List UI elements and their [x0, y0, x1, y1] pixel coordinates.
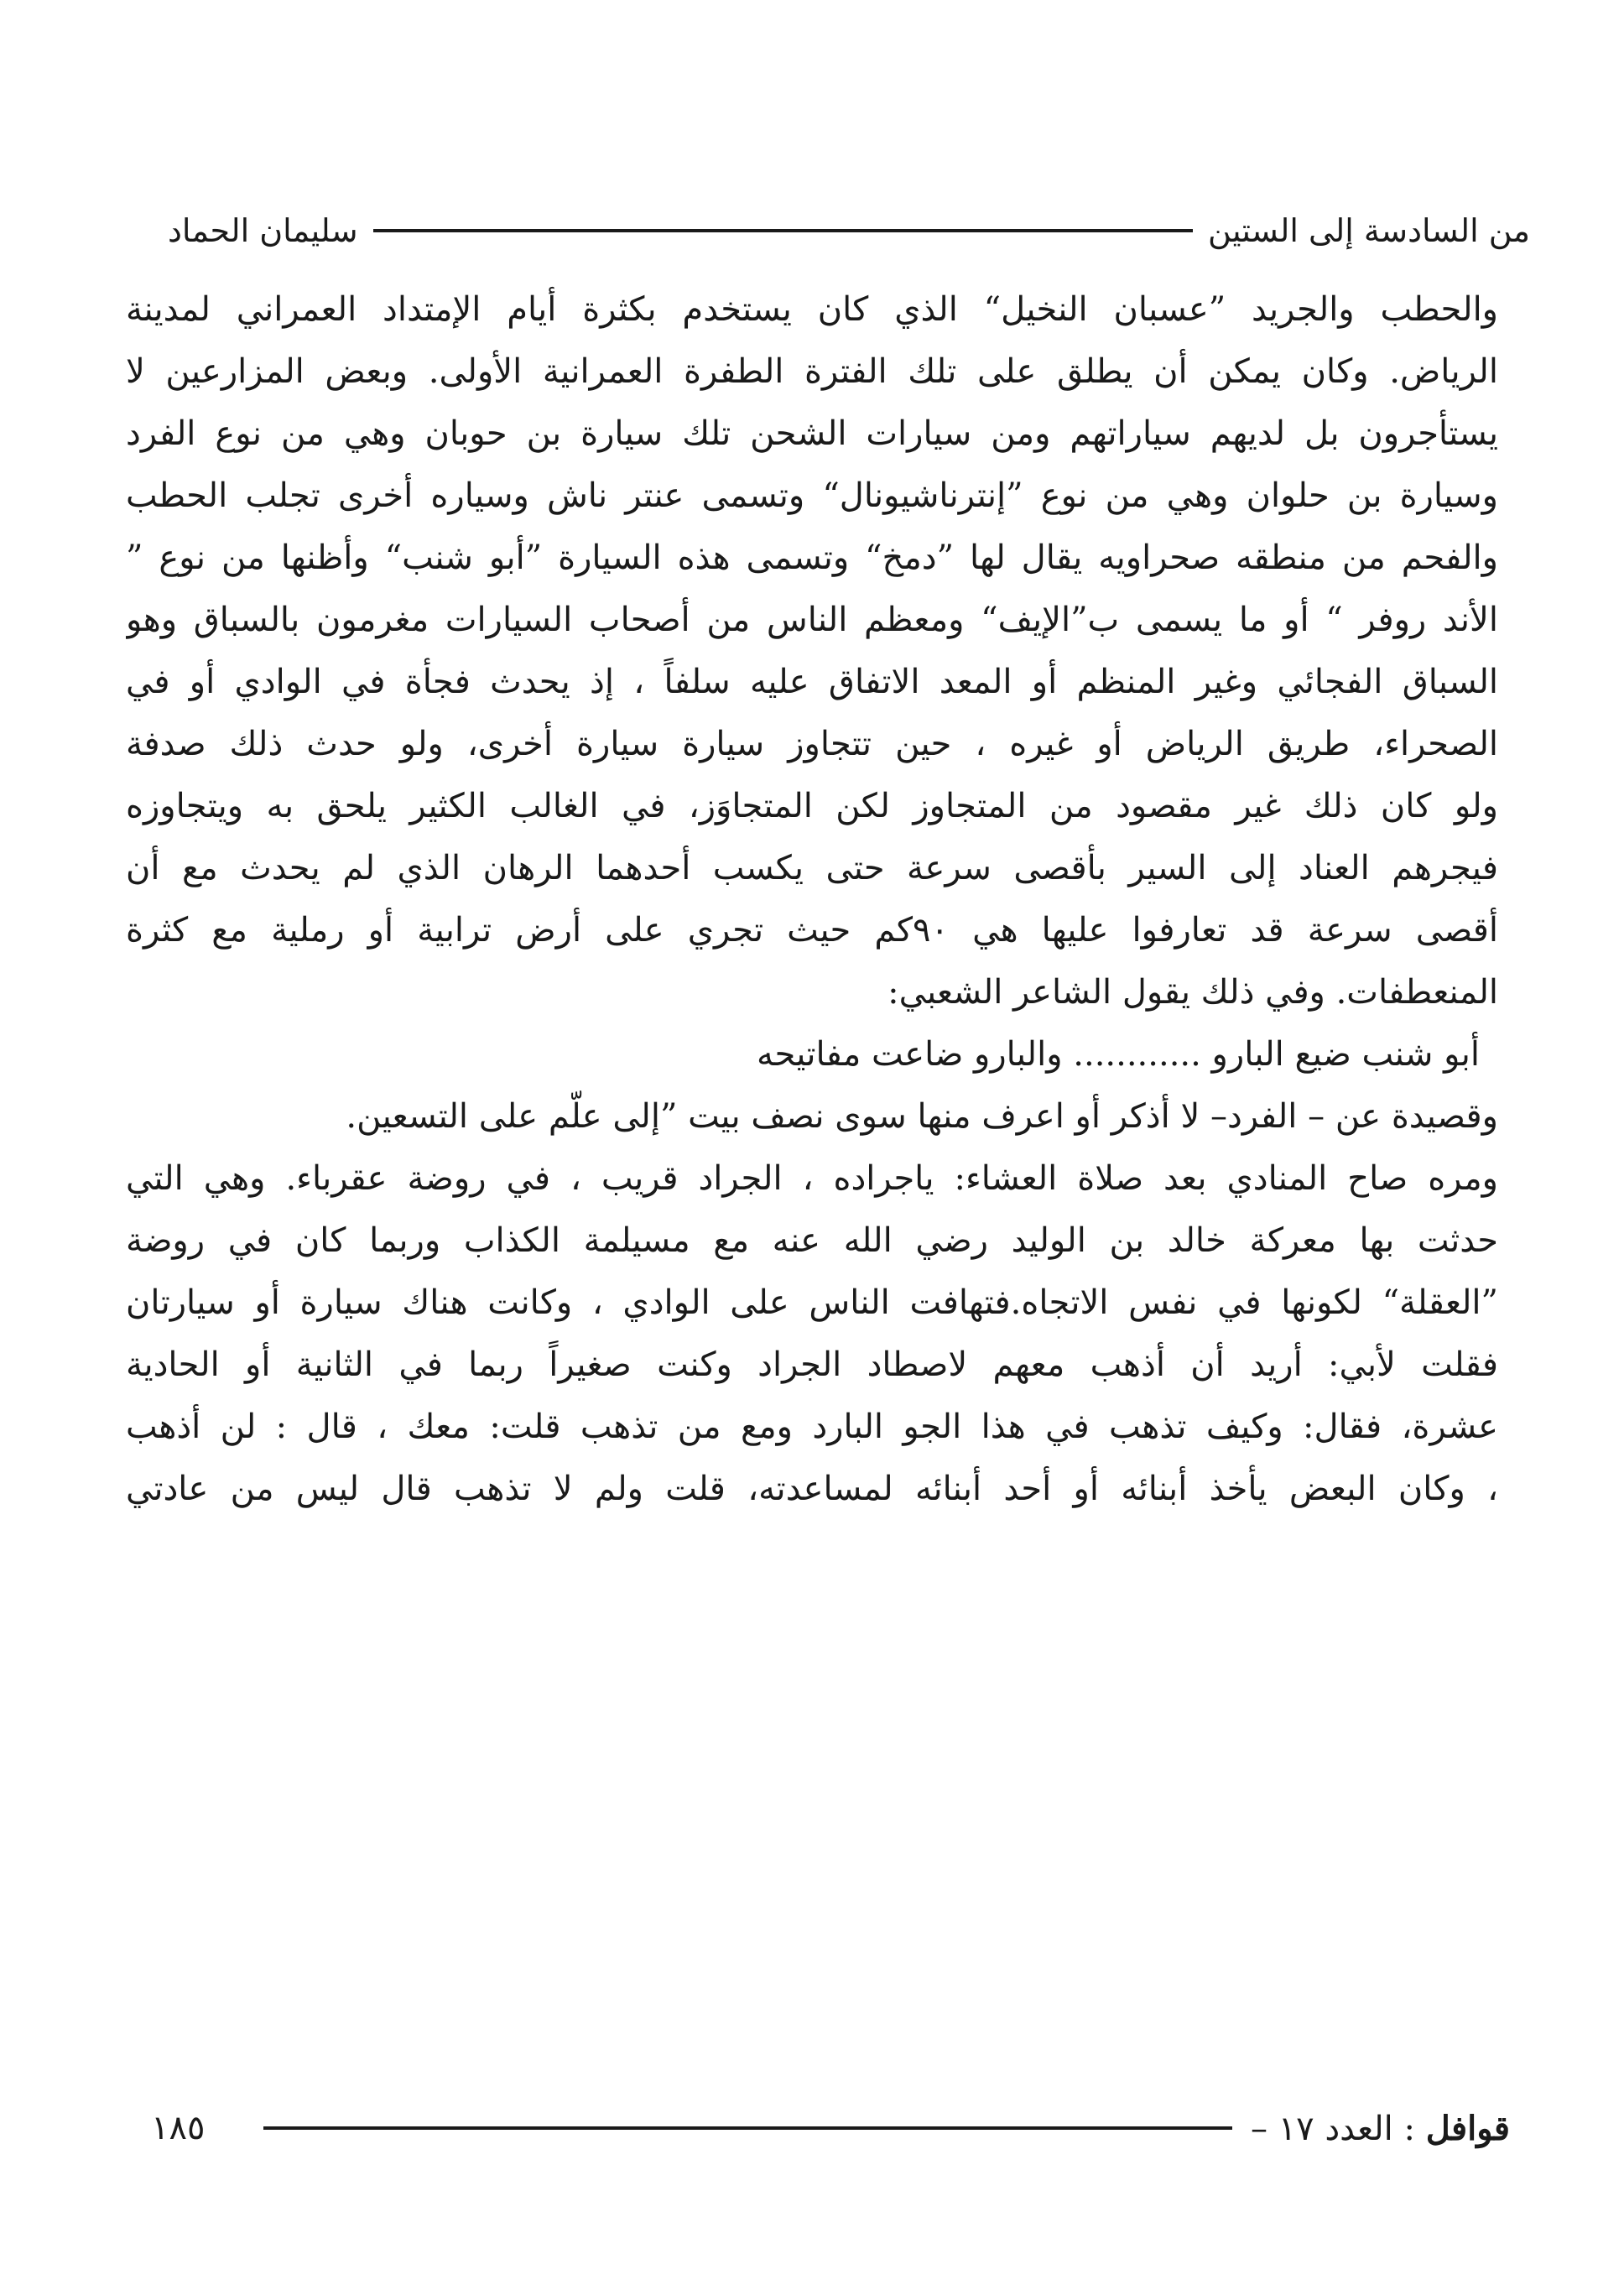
text-line: السباق الفجائي وغير المنظم أو المعد الاتفاق عليه سلفاً ، إذ يحدث فجأة في الوادي أو في [126, 663, 1498, 701]
text-line: المنعطفات. وفي ذلك يقول الشاعر الشعبي: [887, 973, 1498, 1012]
poem-verse: أبو شنب ضيع البارو ............ والبارو ضاعت مفاتيحه [757, 1035, 1480, 1074]
text-line: حدثت بها معركة خالد بن الوليد رضي الله عنه مع مسيلمة الكذاب وربما كان في روضة [126, 1221, 1498, 1260]
body-text [126, 278, 1498, 1520]
journal-issue [1251, 2109, 1510, 2148]
text-line: ولو كان ذلك غير مقصود من المتجاوز لكن المتجاوَز، في الغالب الكثير يلحق به ويتجاوزه [126, 787, 1498, 825]
text-line: ومره صاح المنادي بعد صلاة العشاء: ياجراده ، الجراد قريب ، في روضة عقرباء. وهي التي [126, 1159, 1498, 1198]
text-line: وقصيدة عن – الفرد– لا أذكر أو اعرف منها سوى نصف بيت ”إلى علّم على التسعين. [346, 1097, 1498, 1136]
footer-rule [263, 2126, 1232, 2130]
text-line: يستأجرون بل لديهم سياراتهم ومن سيارات الشحن تلك سيارة بن حوبان وهي من نوع الفرد [126, 414, 1498, 453]
text-line: الصحراء، طريق الرياض أو غيره ، حين تتجاوز سيارة سيارة أخرى، ولو حدث ذلك صدفة [126, 725, 1498, 763]
text-line: والحطب والجريد ”عسبان النخيل“ الذي كان يستخدم بكثرة أيام الإمتداد العمراني لمدينة [126, 290, 1498, 329]
author-name: سليمان الحماد [168, 212, 358, 249]
text-line: عشرة، فقال: وكيف تذهب في هذا الجو البارد ومع من تذهب قلت: معك ، قال : لن أذهب [126, 1408, 1498, 1446]
running-footer [151, 2099, 1510, 2157]
text-line: ، وكان البعض يأخذ أبنائه أو أحد أبنائه لمساعدته، قلت ولم لا تذهب قال ليس من عادتي [126, 1470, 1498, 1508]
header-rule [373, 229, 1193, 232]
running-header [168, 201, 1530, 260]
text-line: فقلت لأبي: أريد أن أذهب معهم لاصطاد الجراد وكنت صغيراً ربما في الثانية أو الحادية [126, 1345, 1498, 1384]
book-title: من السادسة إلى الستين [1208, 212, 1530, 249]
text-line: فيجرهم العناد إلى السير بأقصى سرعة حتى يكسب أحدهما الرهان الذي لم يحدث مع أن [126, 849, 1498, 887]
journal-name: قوافل [1425, 2108, 1510, 2148]
text-line: الرياض. وكان يمكن أن يطلق على تلك الفترة الطفرة العمرانية الأولى. وبعض المزارعين لا [126, 352, 1498, 391]
text-line: وسيارة بن حلوان وهي من نوع ”إنترناشيونال“ وتسمى عنتر ناش وسياره أخرى تجلب الحطب [126, 476, 1498, 515]
text-line: ”العقلة“ لكونها في نفس الاتجاه.فتهافت الناس على الوادي ، وكانت هناك سيارة أو سيارتان [126, 1283, 1498, 1322]
issue-number: : العدد ١٧ – [1250, 2109, 1415, 2148]
text-line: والفحم من منطقه صحراويه يقال لها ”دمخ“ وتسمى هذه السيارة ”أبو شنب“ وأظنها من نوع ” [126, 539, 1498, 577]
text-line: الأند روفر “ أو ما يسمى ب”الإيف“ ومعظم الناس من أصحاب السيارات مغرمون بالسباق وهو [126, 601, 1498, 639]
text-line: أقصى سرعة قد تعارفوا عليها هي ٩٠كم حيث تجري على أرض ترابية أو رملية مع كثرة [126, 911, 1498, 950]
page-number: ١٨٥ [151, 2109, 206, 2147]
